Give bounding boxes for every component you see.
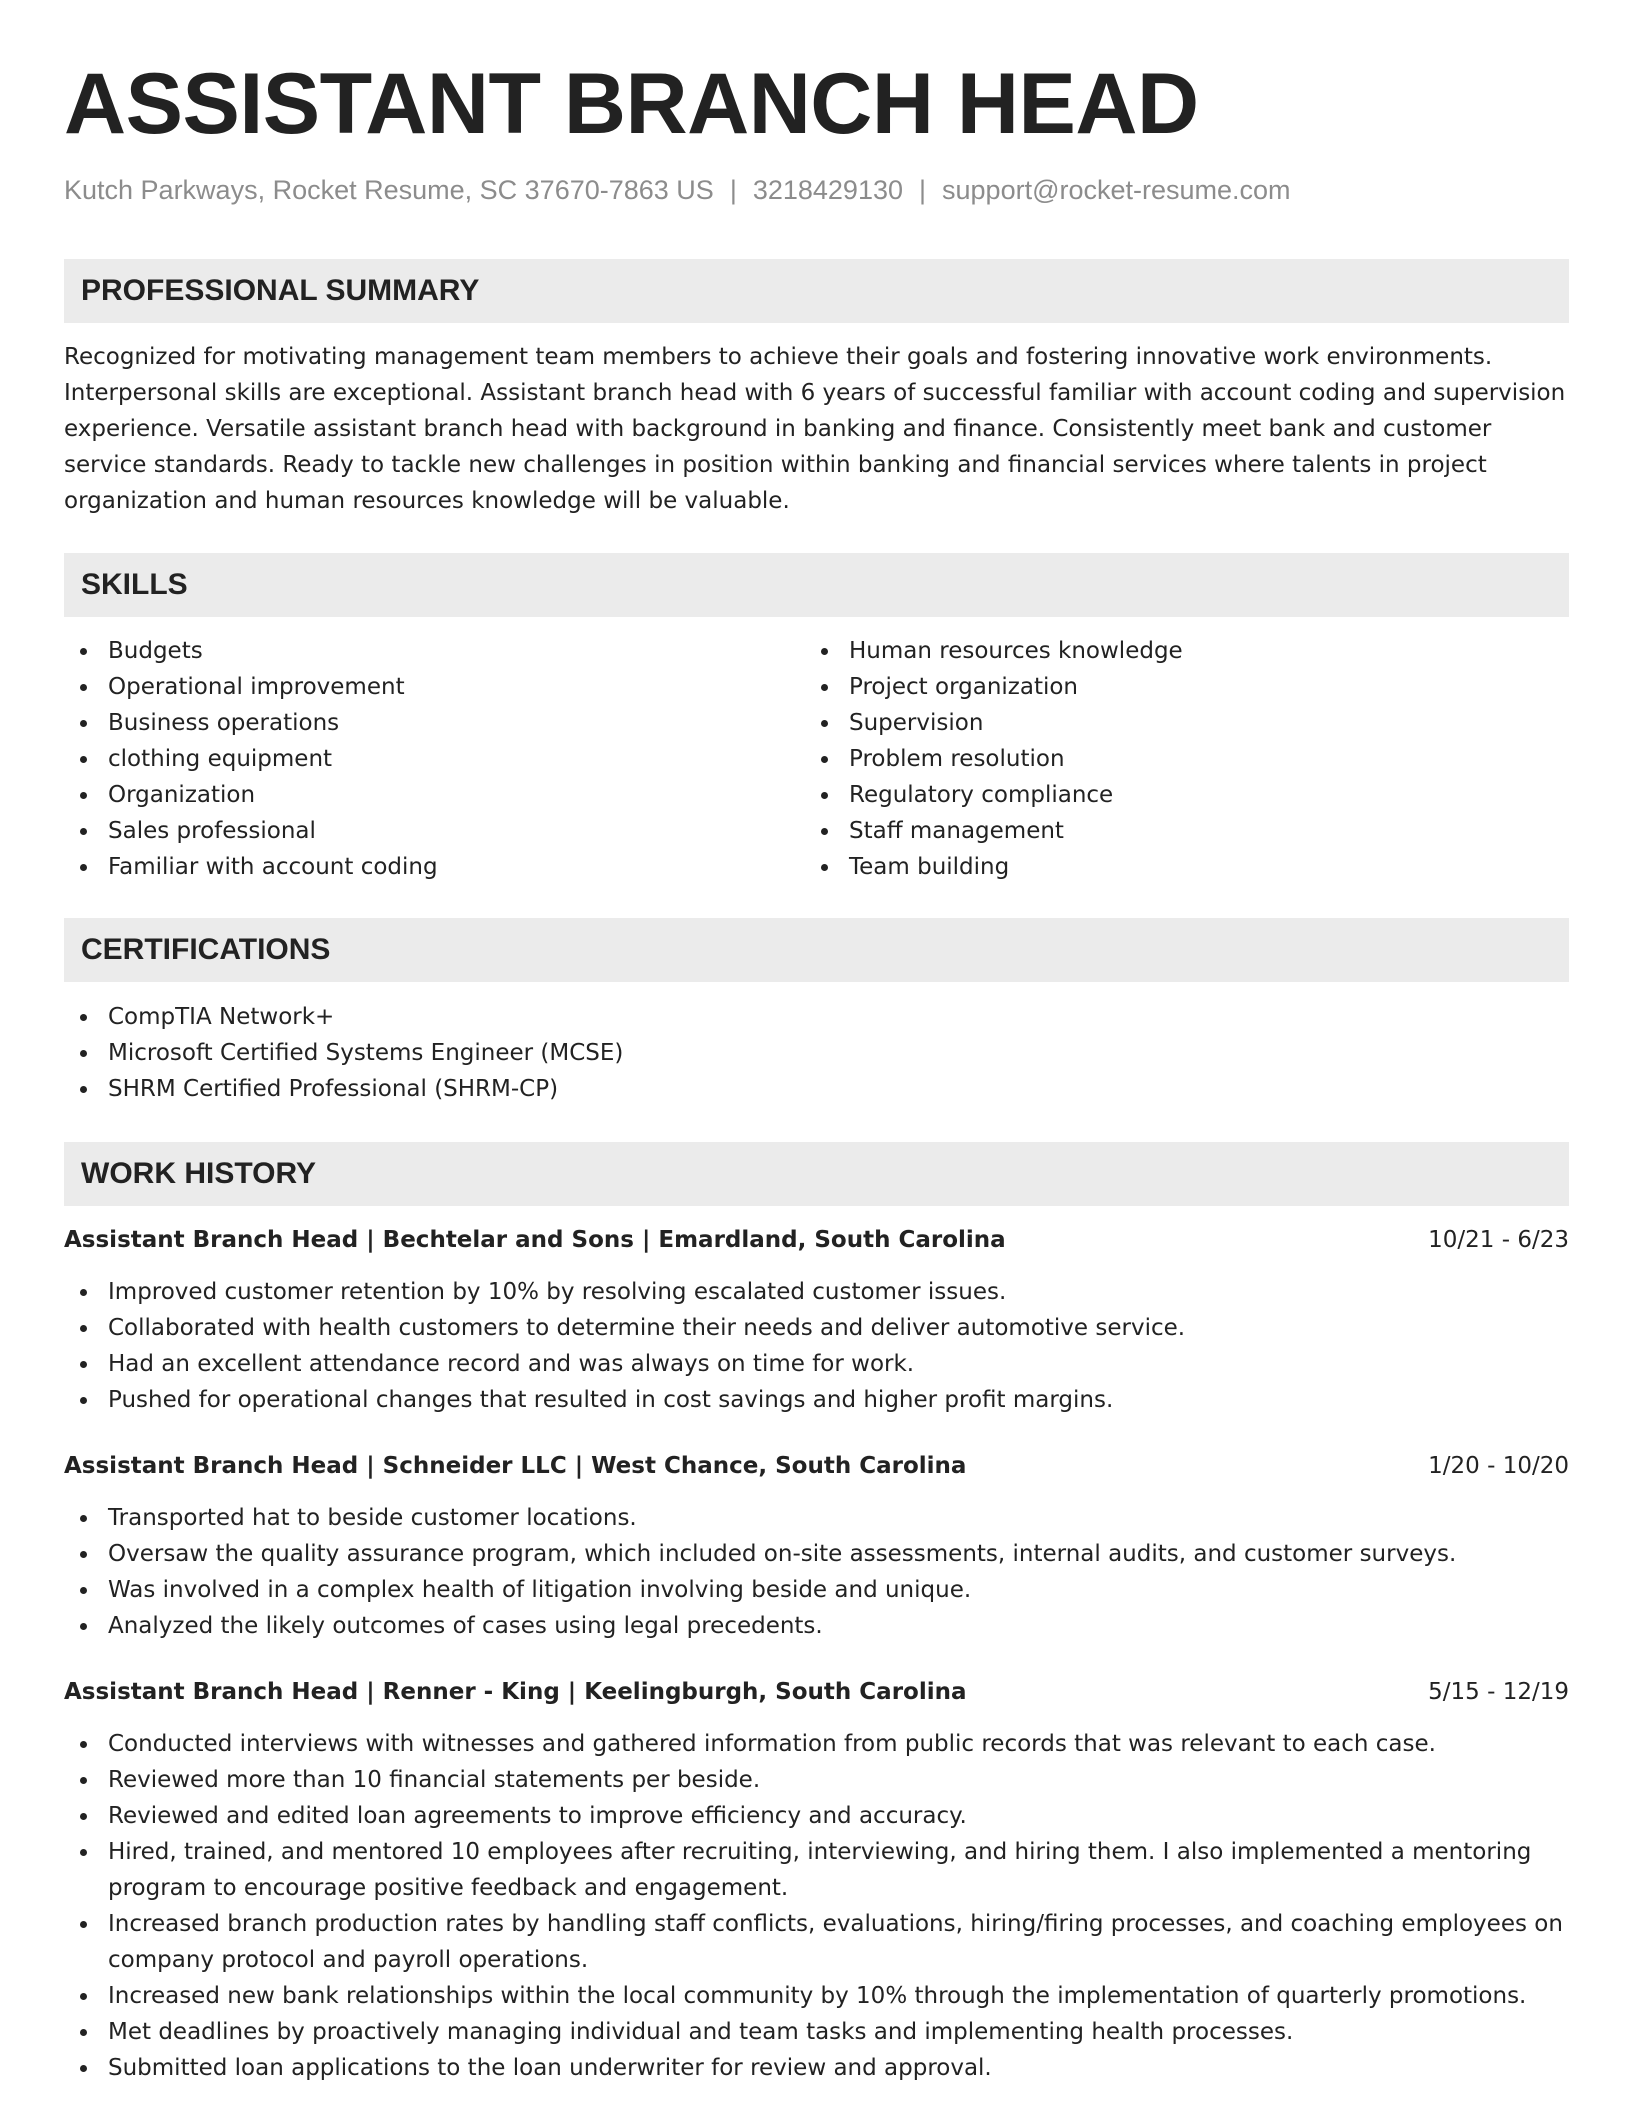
- skill-item: Human resources knowledge: [805, 633, 1546, 669]
- section-header-summary: PROFESSIONAL SUMMARY: [64, 259, 1569, 323]
- skill-item: clothing equipment: [64, 741, 805, 777]
- job-header: [64, 1448, 1569, 1484]
- job-entry: [64, 1448, 1569, 1644]
- skills-list-right: [805, 633, 1546, 885]
- contact-phone: 3218429130: [752, 175, 903, 205]
- job-bullets: [64, 1500, 1569, 1644]
- job-bullet: Conducted interviews with witnesses and gathered information from public records that was relevant to each case.: [64, 1726, 1569, 1762]
- job-entry: [64, 1674, 1569, 2086]
- certification-item: SHRM Certified Professional (SHRM-CP): [64, 1071, 1569, 1107]
- job-dates: 5/15 - 12/19: [1428, 1679, 1569, 1705]
- section-header-skills: SKILLS: [64, 553, 1569, 617]
- job-bullet: Was involved in a complex health of litigation involving beside and unique.: [64, 1572, 1569, 1608]
- candidate-title: ASSISTANT BRANCH HEAD: [64, 56, 1199, 152]
- job-bullets: [64, 1726, 1569, 2086]
- skill-item: Problem resolution: [805, 741, 1546, 777]
- job-bullet: Had an excellent attendance record and was always on time for work.: [64, 1346, 1569, 1382]
- job-bullet: Collaborated with health customers to determine their needs and deliver automotive service.: [64, 1310, 1569, 1346]
- job-bullet: Submitted loan applications to the loan underwriter for review and approval.: [64, 2050, 1569, 2086]
- skill-item: Staff management: [805, 813, 1546, 849]
- job-bullet: Reviewed and edited loan agreements to improve efficiency and accuracy.: [64, 1798, 1569, 1834]
- skill-item: Project organization: [805, 669, 1546, 705]
- skill-item: Budgets: [64, 633, 805, 669]
- job-heading: Assistant Branch Head | Bechtelar and Sons | Emardland, South Carolina: [64, 1227, 1006, 1253]
- job-bullet: Reviewed more than 10 financial statements per beside.: [64, 1762, 1569, 1798]
- skill-item: Team building: [805, 849, 1546, 885]
- job-bullet: Transported hat to beside customer locations.: [64, 1500, 1569, 1536]
- certification-item: CompTIA Network+: [64, 999, 1569, 1035]
- skill-item: Business operations: [64, 705, 805, 741]
- job-dates: 1/20 - 10/20: [1428, 1453, 1569, 1479]
- skills-columns: [64, 633, 1569, 885]
- job-dates: 10/21 - 6/23: [1428, 1227, 1569, 1253]
- job-bullet: Met deadlines by proactively managing individual and team tasks and implementing health processes.: [64, 2014, 1569, 2050]
- job-entry: [64, 1222, 1569, 1418]
- job-heading: Assistant Branch Head | Renner - King | Keelingburgh, South Carolina: [64, 1679, 967, 1705]
- job-bullet: Analyzed the likely outcomes of cases using legal precedents.: [64, 1608, 1569, 1644]
- contact-email[interactable]: support@rocket-resume.com: [942, 175, 1291, 205]
- certifications-list: [64, 999, 1569, 1107]
- job-bullet: Improved customer retention by 10% by resolving escalated customer issues.: [64, 1274, 1569, 1310]
- job-bullet: Increased branch production rates by handling staff conflicts, evaluations, hiring/firing processes, and coaching employees on company protocol and payroll operations.: [64, 1906, 1569, 1978]
- job-bullet: Hired, trained, and mentored 10 employees after recruiting, interviewing, and hiring them. I also implemented a mentoring program to encourage positive feedback and engagement.: [64, 1834, 1569, 1906]
- job-bullet: Increased new bank relationships within the local community by 10% through the implementation of quarterly promotions.: [64, 1978, 1569, 2014]
- summary-paragraph: Recognized for motivating management team members to achieve their goals and fostering innovative work environments. Interpersonal skills are exceptional. Assistant branch head with 6 years of successful familiar with account coding and supervision experience. Versatile assistant branch head with background in banking and finance. Consistently meet bank and customer service standards. Ready to tackle new challenges in position within banking and financial services where talents in project organization and human resources knowledge will be valuable.: [64, 344, 1566, 514]
- job-bullets: [64, 1274, 1569, 1418]
- skills-list-left: [64, 633, 805, 885]
- section-header-certifications: CERTIFICATIONS: [64, 918, 1569, 982]
- skill-item: Supervision: [805, 705, 1546, 741]
- skill-item: Sales professional: [64, 813, 805, 849]
- job-bullet: Oversaw the quality assurance program, which included on-site assessments, internal audits, and customer surveys.: [64, 1536, 1569, 1572]
- skill-item: Operational improvement: [64, 669, 805, 705]
- skill-item: Familiar with account coding: [64, 849, 805, 885]
- section-header-work-history: WORK HISTORY: [64, 1142, 1569, 1206]
- job-bullet: Pushed for operational changes that resulted in cost savings and higher profit margins.: [64, 1382, 1569, 1418]
- contact-separator: |: [729, 175, 737, 205]
- contact-line: [64, 172, 1569, 208]
- job-heading: Assistant Branch Head | Schneider LLC | West Chance, South Carolina: [64, 1453, 967, 1479]
- job-header: [64, 1674, 1569, 1710]
- certification-item: Microsoft Certified Systems Engineer (MCSE): [64, 1035, 1569, 1071]
- contact-separator: |: [919, 175, 927, 205]
- job-header: [64, 1222, 1569, 1258]
- skill-item: Regulatory compliance: [805, 777, 1546, 813]
- skill-item: Organization: [64, 777, 805, 813]
- contact-address: Kutch Parkways, Rocket Resume, SC 37670-7863 US: [64, 175, 714, 205]
